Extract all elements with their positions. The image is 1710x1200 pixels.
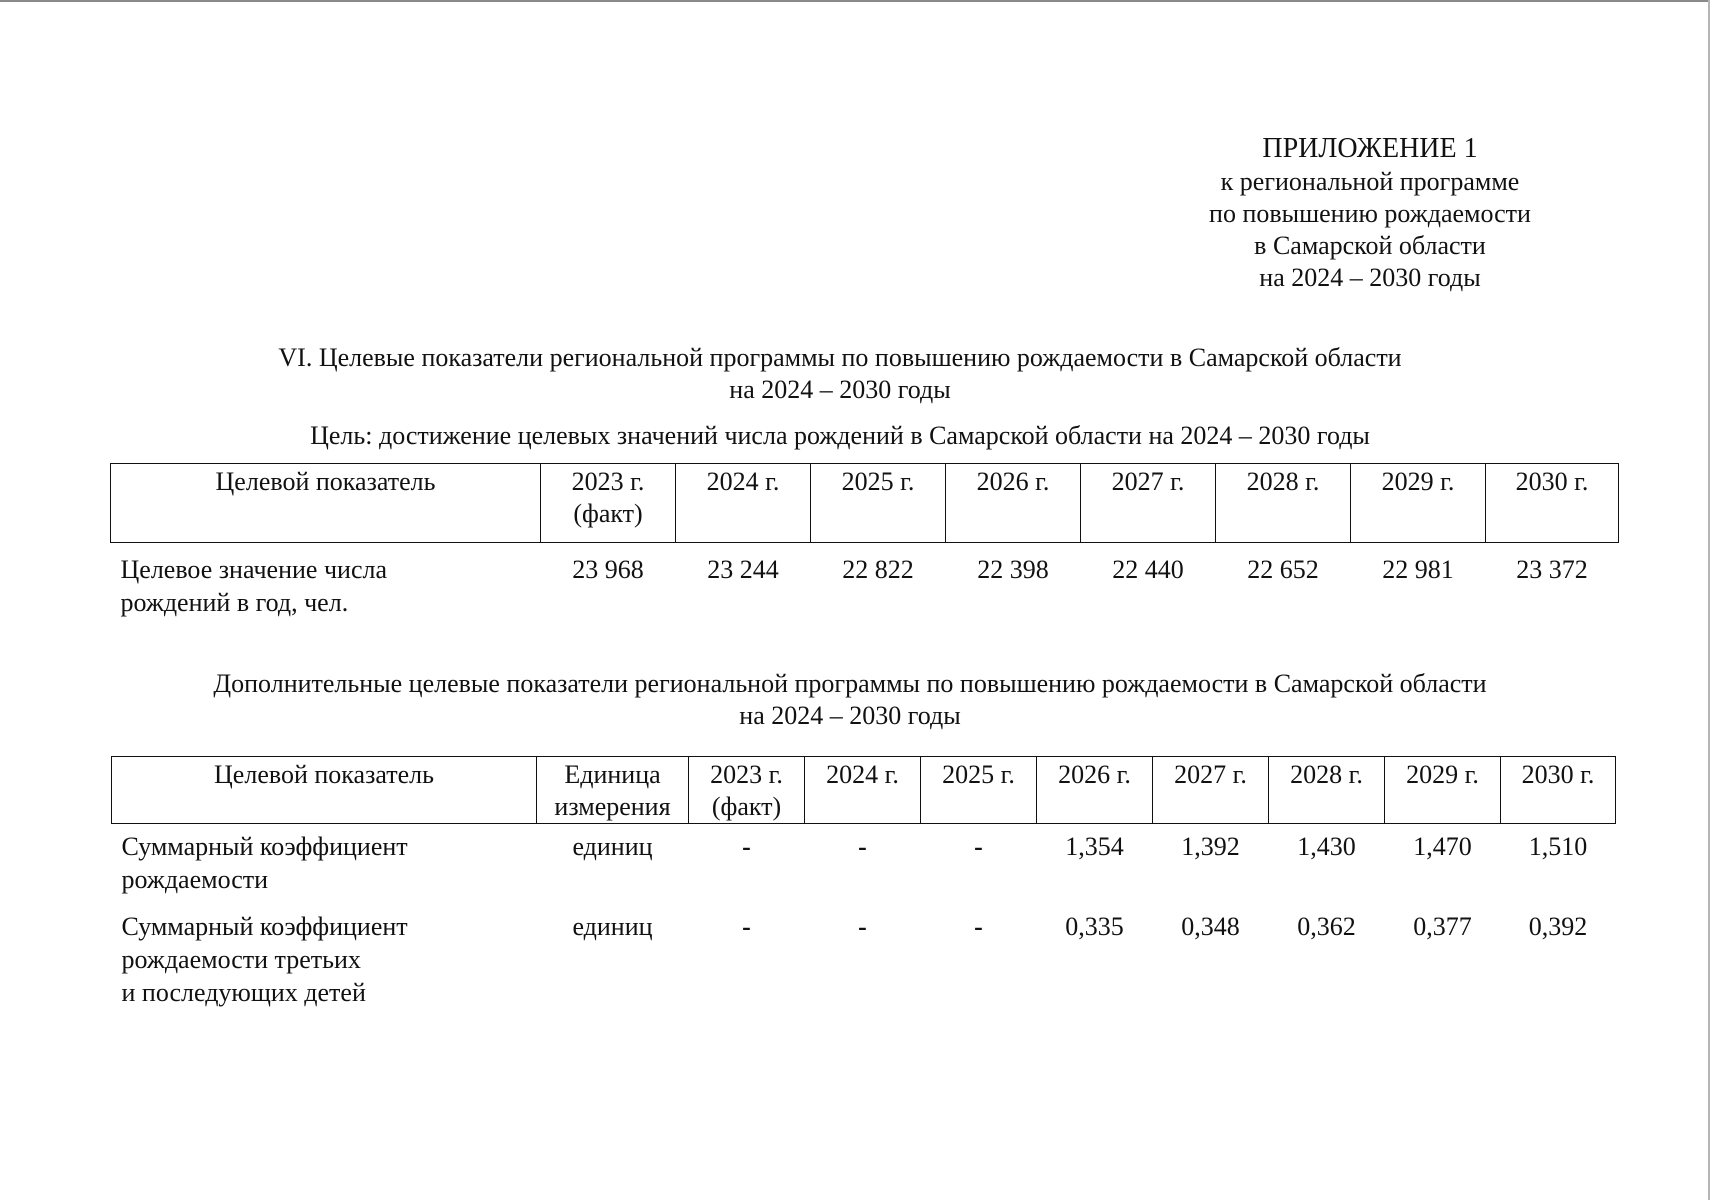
table2-row2-name bbox=[112, 904, 537, 1020]
table1-row-name-line-2: рождений в год, чел. bbox=[120, 588, 349, 617]
table1-row-name-line-1: Целевое значение числа bbox=[120, 555, 387, 584]
table1-value-2027: 22 440 bbox=[1112, 555, 1184, 584]
table1-header-2025: 2025 г. bbox=[811, 464, 946, 543]
table2-header-unit bbox=[537, 757, 689, 824]
table2-header-unit-line-2: измерения bbox=[554, 792, 671, 821]
section1-title-line-2: на 2024 – 2030 годы bbox=[729, 375, 951, 404]
section1-title bbox=[130, 342, 1550, 406]
table2-row1-value-2026: 1,354 bbox=[1065, 832, 1124, 861]
table2-row1-unit: единиц bbox=[572, 832, 653, 861]
table2-row1-name-line-1: Суммарный коэффициент bbox=[121, 832, 408, 861]
table2-row2-unit: единиц bbox=[572, 912, 653, 941]
table1-header-2027: 2027 г. bbox=[1081, 464, 1216, 543]
table2-header-2030: 2030 г. bbox=[1501, 757, 1616, 824]
section2-title-line-2: на 2024 – 2030 годы bbox=[739, 701, 961, 730]
table2-header-2029: 2029 г. bbox=[1385, 757, 1501, 824]
table2-row2-value-2030: 0,392 bbox=[1528, 912, 1588, 941]
table2-row2-value-2025: - bbox=[974, 912, 983, 941]
table2-header-2023 bbox=[689, 757, 805, 824]
appendix-heading: ПРИЛОЖЕНИЕ 1 bbox=[1262, 133, 1478, 164]
table2-row2-value-2029: 0,377 bbox=[1413, 912, 1472, 941]
table2-row1-value-2027: 1,392 bbox=[1181, 832, 1240, 861]
table2-row1-name bbox=[112, 824, 537, 905]
table1-value-2024: 23 244 bbox=[707, 555, 779, 584]
table2-row1-value-2025: - bbox=[974, 832, 983, 861]
table1-header-2023 bbox=[541, 464, 676, 543]
additional-indicators-table bbox=[111, 756, 1616, 1020]
table1-value-2028: 22 652 bbox=[1247, 555, 1319, 584]
table1-header-2026: 2026 г. bbox=[946, 464, 1081, 543]
table2-row2-name-line-1: Суммарный коэффициент bbox=[121, 912, 408, 941]
table1-value-2023: 23 968 bbox=[572, 555, 644, 584]
table2-header-row bbox=[112, 757, 1616, 824]
table1-header-2030: 2030 г. bbox=[1486, 464, 1619, 543]
table2-row2-name-line-2: рождаемости третьих bbox=[121, 945, 361, 974]
table2-row1-value-2030: 1,510 bbox=[1528, 832, 1588, 861]
table2-header-unit-line-1: Единица bbox=[564, 760, 661, 789]
table2-header-2024: 2024 г. bbox=[805, 757, 921, 824]
page-edge-top bbox=[0, 0, 1710, 2]
table1-value-2029: 22 981 bbox=[1382, 555, 1454, 584]
table2-header-2028: 2028 г. bbox=[1269, 757, 1385, 824]
table-row bbox=[112, 824, 1616, 905]
table2-row1-value-2023: - bbox=[742, 832, 751, 861]
section2-title bbox=[100, 668, 1600, 732]
appendix-line-1: к региональной программе bbox=[1220, 167, 1520, 196]
table2-header-2023-fact: (факт) bbox=[711, 792, 782, 821]
table2-header-2027: 2027 г. bbox=[1153, 757, 1269, 824]
table1-header-2028: 2028 г. bbox=[1216, 464, 1351, 543]
table1-header-2024: 2024 г. bbox=[676, 464, 811, 543]
target-indicators-table bbox=[110, 463, 1619, 619]
table2-row1-name-line-2: рождаемости bbox=[121, 865, 269, 894]
table2-row2-value-2026: 0,335 bbox=[1065, 912, 1124, 941]
table1-header-2023-year: 2023 г. bbox=[571, 467, 645, 496]
table-row bbox=[111, 543, 1619, 620]
table1-header-row bbox=[111, 464, 1619, 543]
table1-row-name bbox=[111, 543, 541, 620]
table2-row2-name-line-3: и последующих детей bbox=[121, 978, 366, 1007]
table2-row1-value-2024: - bbox=[858, 832, 867, 861]
table2-row2-value-2028: 0,362 bbox=[1297, 912, 1356, 941]
table-row bbox=[112, 904, 1616, 1020]
appendix-header bbox=[1140, 132, 1600, 294]
table2-header-2025: 2025 г. bbox=[921, 757, 1037, 824]
table1-header-indicator: Целевой показатель bbox=[111, 464, 541, 543]
table1-value-2026: 22 398 bbox=[977, 555, 1049, 584]
appendix-line-3: в Самарской области bbox=[1254, 231, 1486, 260]
table2-row1-value-2028: 1,430 bbox=[1297, 832, 1356, 861]
table2-header-indicator: Целевой показатель bbox=[112, 757, 537, 824]
appendix-line-4: на 2024 – 2030 годы bbox=[1259, 263, 1481, 292]
section1-title-line-1: VI. Целевые показатели региональной программы по повышению рождаемости в Самарской области bbox=[278, 343, 1402, 372]
section2-title-line-1: Дополнительные целевые показатели региональной программы по повышению рождаемости в Самарской области bbox=[213, 669, 1487, 698]
table1-value-2025: 22 822 bbox=[842, 555, 914, 584]
table2-row2-value-2027: 0,348 bbox=[1181, 912, 1240, 941]
table2-row1-value-2029: 1,470 bbox=[1413, 832, 1472, 861]
table1-header-2023-fact: (факт) bbox=[573, 499, 643, 528]
appendix-line-2: по повышению рождаемости bbox=[1209, 199, 1531, 228]
table1-header-2029: 2029 г. bbox=[1351, 464, 1486, 543]
table2-header-2026: 2026 г. bbox=[1037, 757, 1153, 824]
table2-row2-value-2024: - bbox=[858, 912, 867, 941]
table2-header-2023-year: 2023 г. bbox=[710, 760, 783, 789]
table1-value-2030: 23 372 bbox=[1516, 555, 1588, 584]
table2-row2-value-2023: - bbox=[742, 912, 751, 941]
section1-goal: Цель: достижение целевых значений числа рождений в Самарской области на 2024 – 2030 годы bbox=[310, 421, 1370, 450]
